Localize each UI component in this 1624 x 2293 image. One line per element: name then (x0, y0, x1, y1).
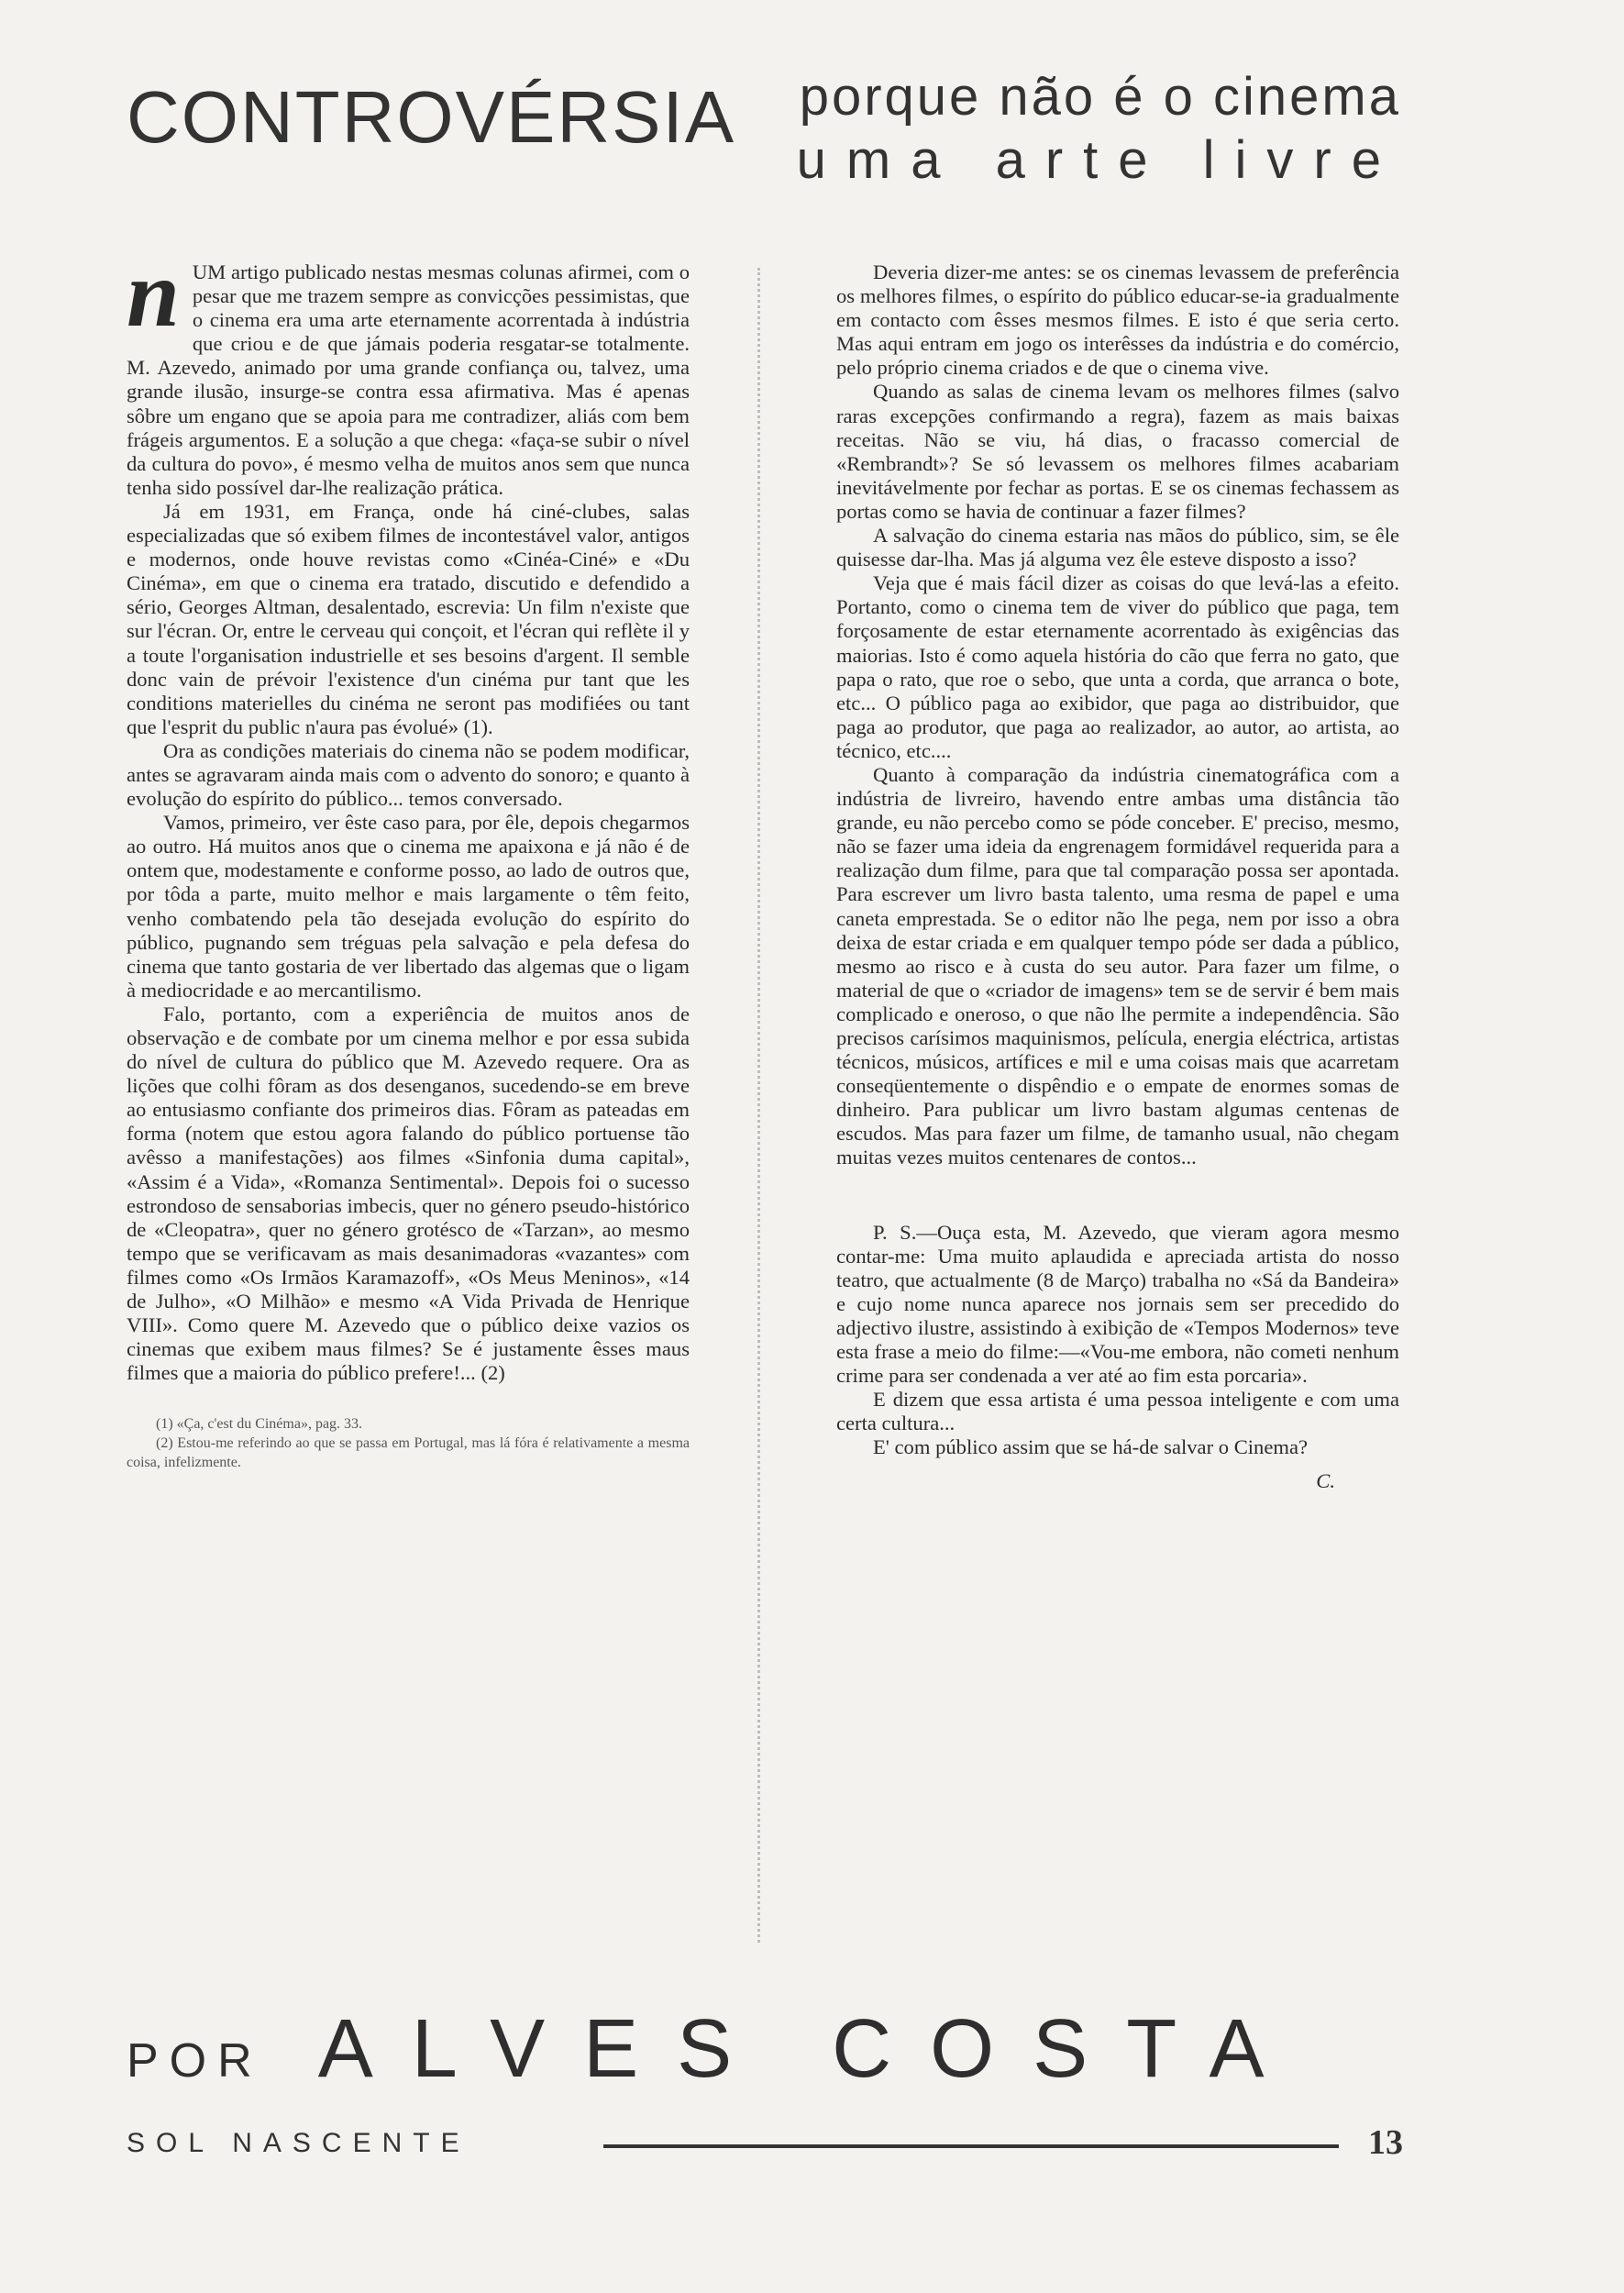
footnote-2: (2) Estou-me referindo ao que se passa em Portugal, mas lá fóra é relativamente a mesma coisa, infelizmente. (127, 1435, 690, 1471)
page-number: 13 (1368, 2123, 1403, 2162)
subtitle-line-2: uma arte livre (796, 130, 1401, 190)
footnote-1: (1) «Ça, c'est du Cinéma», pag. 33. (156, 1416, 363, 1433)
article-paragraph: Quando as salas de cinema levam os melhores filmes (salvo raras excepções confirmando a regra), fazem as mais baixas receitas. Não se viu, há dias, o fracasso comercial de «Rembrandt»? Se só levassem os melhores filmes acabariam inevitávelmente por fechar as portas. E se os cinemas fechassem as portas como se havia de continuar a fazer filmes? (836, 380, 1399, 523)
article-column-right (836, 260, 1399, 1493)
subtitle (796, 66, 1401, 191)
subtitle-line-1: porque não é o cinema (799, 67, 1401, 127)
article-paragraph: A salvação do cinema estaria nas mãos do público, sim, se êle quisesse dar-lha. Mas já alguma vez êle esteve disposto a isso? (836, 524, 1399, 571)
postscript-paragraph: E dizem que essa artista é uma pessoa inteligente e com uma certa cultura... (836, 1388, 1399, 1435)
article-paragraph: Ora as condições materiais do cinema não se podem modificar, antes se agravaram ainda mais com o advento do sonoro; e quanto à evolução do espírito do público... temos conversado. (127, 738, 690, 811)
postscript-paragraph: E' com público assim que se há-de salvar o Cinema? (873, 1435, 1309, 1459)
article-paragraph: Vamos, primeiro, ver êste caso para, por êle, depois chegarmos ao outro. Há muitos anos que o cinema me apaixona e já não é de ontem que, modestamente e conforme posso, ao lado de outros que, por tôda a parte, muito melhor e mais largamente o têm feito, venho combatendo pela tão desejada evolução do espírito do público, pugnando sem tréguas pela salvação e pela defesa do cinema que tanto gostaria de ver libertado das algemas que o ligam à mediocridade e ao mercantilismo. (127, 811, 690, 1002)
signature: C. (1316, 1468, 1335, 1492)
article-paragraph: Deveria dizer-me antes: se os cinemas levassem de preferência os melhores filmes, o espírito do público educar-se-ia gradualmente em contacto com êsses mesmos filmes. E isto é que seria certo. Mas aqui entram em jogo os interêsses da indústria e do comércio, pelo próprio cinema criados e de que o cinema vive. (836, 260, 1399, 380)
article-paragraph: Veja que é mais fácil dizer as coisas do que levá-las a efeito. Portanto, como o cinema tem de viver do público que paga, tem forçosamente de estar eternamente acorrentado às exigências das maiorias. Isto é como aquela história do cão que ferra no gato, que papa o rato, que roe o sebo, que unta a corda, que arranca o bote, etc... O público paga ao exibidor, que paga ao distribuidor, que paga ao produtor, que paga ao realizador, ao autor, ao artista, ao técnico, etc.... (836, 571, 1399, 762)
footnotes (127, 1414, 690, 1472)
column-divider (757, 268, 760, 1943)
author-name: ALVES COSTA (317, 2003, 1303, 2095)
article-paragraph: Falo, portanto, com a experiência de muitos anos de observação e de combate por um cinema melhor e por essa subida do nível de cultura do público que M. Azevedo requere. Ora as lições que colhi fôram as dos desenganos, sucedendo-se em breve ao entusiasmo confiante dos primeiros dias. Fôram as pateadas em forma (notem que estou agora falando do público portuense tão avêsso a manifestações) aos filmes «Sinfonia duma capital», «Assim é a Vida», «Romanza Sentimental». Depois foi o sucesso estrondoso de sensaborias imbecis, quer no género pseudo-histórico de «Cleopatra», quer no género grotésco de «Tarzan», ao mesmo tempo que se verificavam as mais desanimadoras «vazantes» com filmes como «Os Irmãos Karamazoff», «Os Meus Meninos», «14 de Julho», «O Milhão» e mesmo «A Vida Privada de Henrique VIII». Como quere M. Azevedo que o público deixe vazios os cinemas que exibem maus filmes? Se é justamente êsses maus filmes que a maioria do público prefere!... (2) (127, 1002, 690, 1385)
author-byline (127, 2002, 1403, 2097)
article-column-left (127, 241, 690, 1472)
magazine-name: SOL NASCENTE (127, 2128, 470, 2158)
footer-rule (603, 2144, 1339, 2148)
article-paragraph: Quanto à comparação da indústria cinematográfica com a indústria de livreiro, havendo entre ambas uma distância tão grande, eu não percebo como se póde conceber. E' preciso, mesmo, não se fazer uma ideia da engrenagem formidável requerida para a realização dum filme, para que tal comparação possa ser apontada. Para escrever um livro basta talento, uma resma de papel e uma caneta emprestada. Se o editor não lhe pega, nem por isso a obra deixa de estar criada e em qualquer tempo póde ser dada a público, mesmo ao risco e à custa do seu autor. Para fazer um filme, o material de que o «criador de imagens» tem se de servir é bem mais complicado e oneroso, o que não lhe permite a independência. São precisos carísimos maquinismos, película, energia eléctrica, artistas técnicos, músicos, artífices e mil e uma coisas mais que acarretam conseqüentemente o dispêndio e o empate de enormes somas de dinheiro. Para publicar um livro bastam algumas centenas de escudos. Mas para fazer um filme, de tamanho usual, não chegam muitas vezes muitos centenares de contos... (836, 762, 1399, 1169)
article-paragraph: Já em 1931, em França, onde há ciné-clubes, salas especializadas que só exibem filmes de incontestável valor, antigos e modernos, onde houve revistas como «Cinéa-Ciné» e «Du Cinéma», em que o cinema era tratado, discutido e defendido a sério, Georges Altman, desalentado, escrevia: Un film n'existe que sur l'écran. Or, entre le cerveau qui conçoit, et l'écran qui reflète il y a toute l'organisation industrielle et ses besoins d'argent. Il semble donc vain de prévoir l'existence d'un cinéma pur tant que les conditions materielles du cinéma ne seront pas modifiées ou tant que l'esprit du public n'aura pas évolué» (1). (127, 499, 690, 738)
page-footer (127, 2124, 1403, 2165)
postscript-paragraph: P. S.—Ouça esta, M. Azevedo, que vieram agora mesmo contar-me: Uma muito aplaudida e apreciada artista do nosso teatro, que actualmente (8 de Março) trabalha no «Sá da Bandeira» e cujo nome nunca aparece nos jornais sem ser precedido do adjectivo ilustre, assistindo à exibição de «Tempos Modernos» teve esta frase a meio do filme:—«Vou-me embora, não cometi nenhum crime para ser condenada a ver até ao fim esta porcaria». (836, 1220, 1399, 1388)
byline-prefix: POR (127, 2034, 263, 2088)
article-paragraph: nUM artigo publicado nestas mesmas colunas afirmei, com o pesar que me trazem sempre as convicções pessimistas, que o cinema era uma arte eternamente acorrentada à indústria que criou e de que jámais poderia resgatar-se totalmente. M. Azevedo, animado por uma grande confiança ou, talvez, uma grande ilusão, insurge-se contra essa afirmativa. Mas é apenas sôbre um engano que se apoia para me contradizer, aliás com bem frágeis argumentos. E a solução a que chega: «faça-se subir o nível da cultura do povo», é mesmo velha de muitos anos sem que nunca tenha sido possível dar-lhe realização prática. (127, 241, 690, 499)
drop-cap: n (127, 241, 180, 347)
page-title: CONTROVÉRSIA (127, 76, 736, 158)
